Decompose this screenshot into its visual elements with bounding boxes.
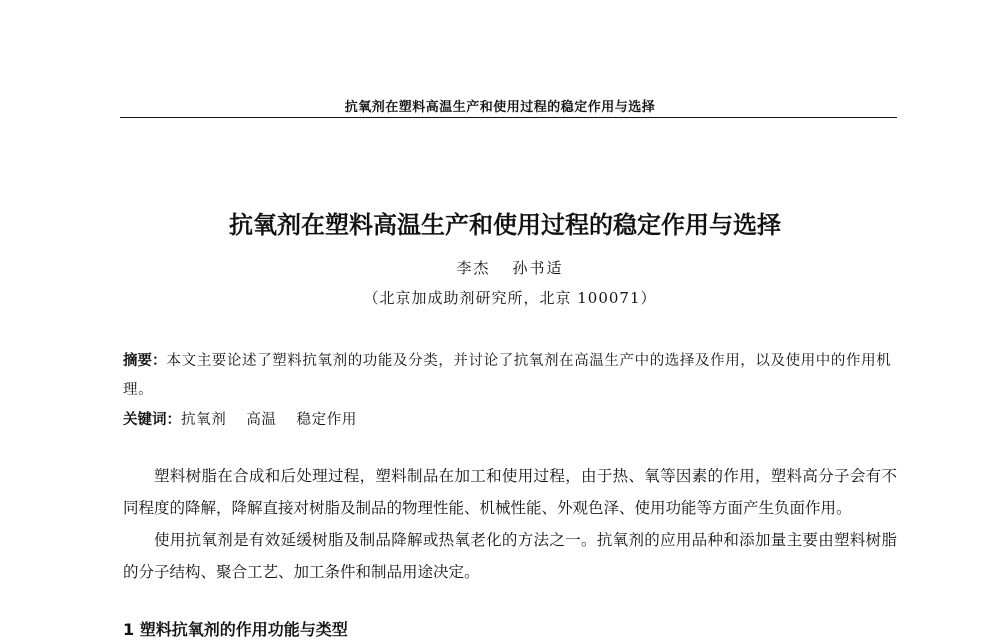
keywords <box>123 408 893 429</box>
author-list <box>0 257 1000 278</box>
keywords-label: 关键词： <box>123 412 181 428</box>
keyword: 高温 <box>246 412 277 428</box>
body-paragraph: 使用抗氧剂是有效延缓树脂及制品降解或热氧老化的方法之一。抗氧剂的应用品种和添加量主要由塑料树脂的分子结构、聚合工艺、加工条件和制品用途决定。 <box>123 531 897 581</box>
header-rule <box>120 117 897 118</box>
keyword: 抗氧剂 <box>181 412 227 428</box>
running-header: 抗氧剂在塑料高温生产和使用过程的稳定作用与选择 <box>344 100 656 115</box>
abstract-text: 本文主要论述了塑料抗氧剂的功能及分类，并讨论了抗氧剂在高温生产中的选择及作用，以及使用中的作用机理。 <box>123 353 892 398</box>
keyword: 稳定作用 <box>296 412 357 428</box>
section-heading: 1 塑料抗氧剂的作用功能与类型 <box>123 620 348 639</box>
abstract-label: 摘要： <box>123 353 167 369</box>
author-name: 李杰 <box>456 259 491 277</box>
author-name: 孙书适 <box>512 259 564 277</box>
abstract <box>123 347 893 405</box>
body-paragraph: 塑料树脂在合成和后处理过程，塑料制品在加工和使用过程，由于热、氧等因素的作用，塑料高分子会有不同程度的降解，降解直接对树脂及制品的物理性能、机械性能、外观色泽、使用功能等方面产生负面作用。 <box>123 467 897 517</box>
affiliation: （北京加成助剂研究所，北京 100071） <box>363 289 657 307</box>
body-text <box>123 460 897 588</box>
paper-title: 抗氧剂在塑料高温生产和使用过程的稳定作用与选择 <box>229 211 781 239</box>
